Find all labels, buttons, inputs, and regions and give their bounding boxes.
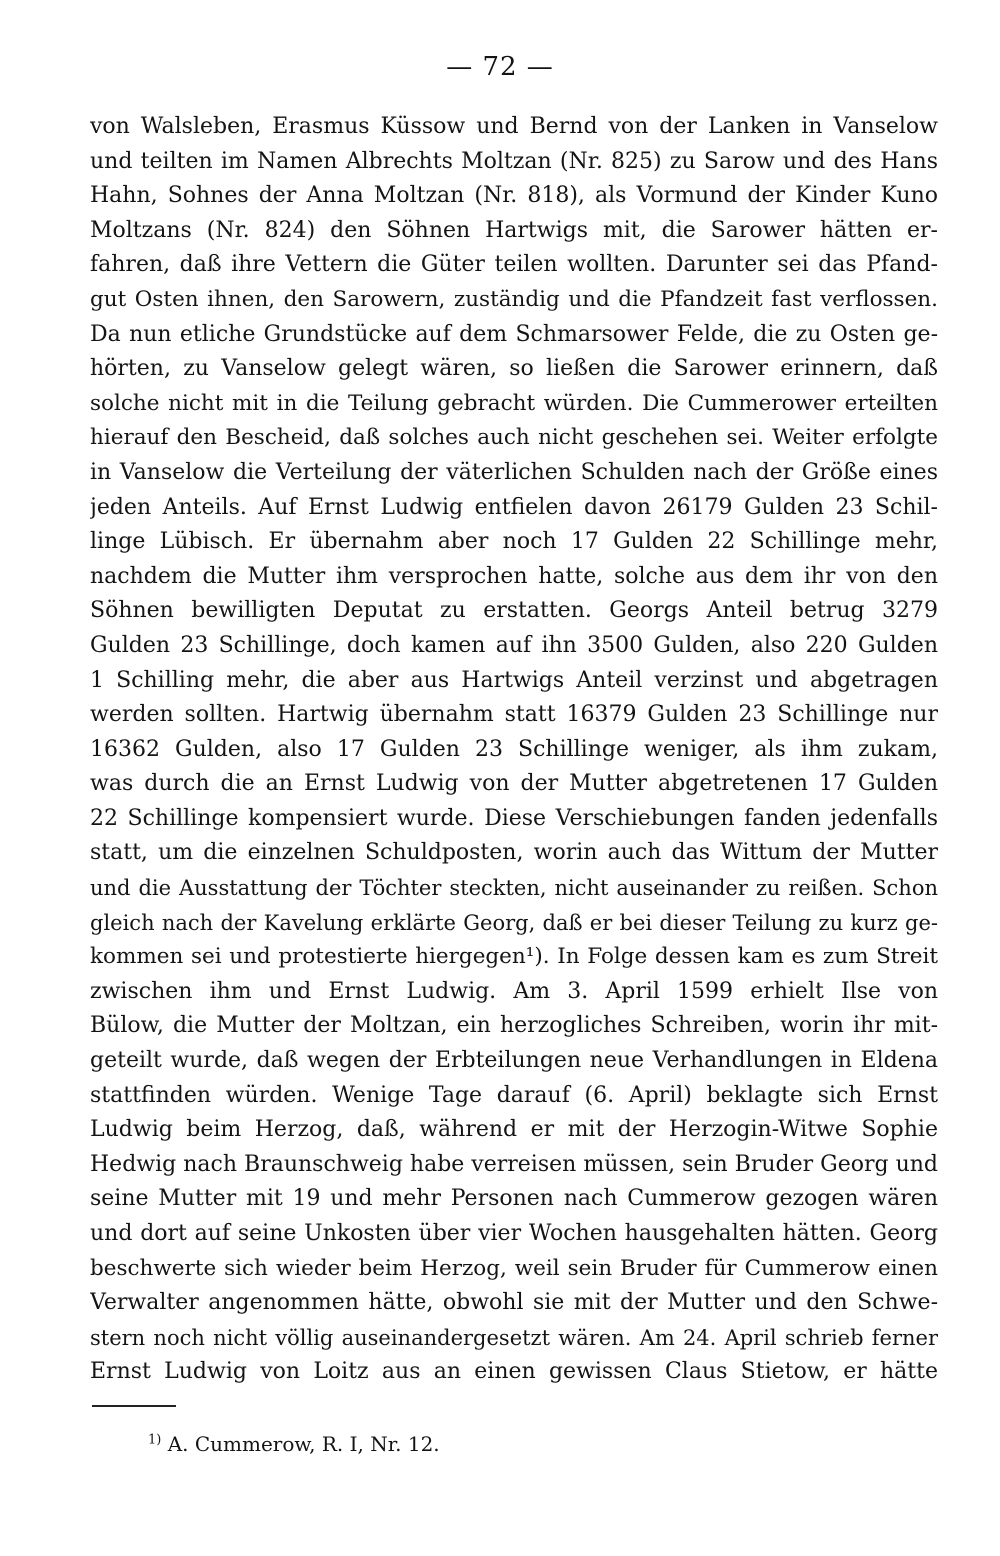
body-text bbox=[90, 110, 938, 1390]
footnote-divider bbox=[92, 1405, 176, 1407]
text-line: 22 Schillinge kompensiert wurde. Diese Verschiebungen fanden jedenfalls bbox=[90, 805, 938, 831]
footnote-text: A. Cummerow, R. I, Nr. 12. bbox=[161, 1432, 440, 1456]
text-line: fahren, daß ihre Vettern die Güter teilen wollten. Darunter sei das Pfand- bbox=[90, 252, 938, 278]
text-line: zwischen ihm und Ernst Ludwig. Am 3. April 1599 erhielt Ilse von bbox=[90, 978, 938, 1004]
page-number: — 72 — bbox=[446, 52, 554, 82]
text-line: und dort auf seine Unkosten über vier Wochen hausgehalten hätten. Georg bbox=[90, 1221, 938, 1246]
text-line: Bülow, die Mutter der Moltzan, ein herzogliches Schreiben, worin ihr mit- bbox=[90, 1013, 938, 1039]
text-line: Hahn, Sohnes der Anna Moltzan (Nr. 818), als Vormund der Kinder Kuno bbox=[90, 183, 938, 209]
text-line: 1 Schilling mehr, die aber aus Hartwigs Anteil verzinst und abgetragen bbox=[90, 667, 938, 693]
text-line: gleich nach der Kavelung erklärte Georg, daß er bei dieser Teilung zu kurz ge- bbox=[90, 910, 938, 935]
text-line: jeden Anteils. Auf Ernst Ludwig entfielen davon 26179 Gulden 23 Schil- bbox=[90, 494, 938, 520]
text-line: stern noch nicht völlig auseinandergesetzt wären. Am 24. April schrieb ferner bbox=[90, 1325, 938, 1350]
text-line: was durch die an Ernst Ludwig von der Mutter abgetretenen 17 Gulden bbox=[90, 771, 938, 797]
text-line: stattfinden würden. Wenige Tage darauf (6. April) beklagte sich Ernst bbox=[90, 1082, 938, 1108]
text-line: gut Osten ihnen, den Sarowern, zuständig und die Pfandzeit fast verflossen. bbox=[90, 286, 938, 312]
text-line: hierauf den Bescheid, daß solches auch nicht geschehen sei. Weiter erfolgte bbox=[90, 425, 938, 451]
text-line: Moltzans (Nr. 824) den Söhnen Hartwigs mit, die Sarower hätten er- bbox=[90, 217, 938, 243]
text-line: kommen sei und protestierte hiergegen¹). In Folge dessen kam es zum Streit bbox=[90, 944, 938, 970]
text-line: Verwalter angenommen hätte, obwohl sie mit der Mutter und den Schwe- bbox=[90, 1290, 938, 1316]
text-line: solche nicht mit in die Teilung gebracht würden. Die Cummerower erteilten bbox=[90, 390, 938, 416]
text-line: und teilten im Namen Albrechts Moltzan (Nr. 825) zu Sarow und des Hans bbox=[90, 148, 938, 174]
footnote bbox=[148, 1432, 440, 1456]
text-line: und die Ausstattung der Töchter steckten, nicht auseinander zu reißen. Schon bbox=[90, 876, 938, 901]
text-line: werden sollten. Hartwig übernahm statt 16379 Gulden 23 Schillinge nur bbox=[90, 702, 938, 728]
text-line: Hedwig nach Braunschweig habe verreisen müssen, sein Bruder Georg und bbox=[90, 1151, 938, 1177]
text-line: beschwerte sich wieder beim Herzog, weil sein Bruder für Cummerow einen bbox=[90, 1255, 938, 1281]
footnote-marker: 1) bbox=[148, 1432, 162, 1448]
text-line: seine Mutter mit 19 und mehr Personen nach Cummerow gezogen wären bbox=[90, 1186, 938, 1212]
text-line: Da nun etliche Grundstücke auf dem Schmarsower Felde, die zu Osten ge- bbox=[90, 321, 938, 347]
text-line: 16362 Gulden, also 17 Gulden 23 Schillinge weniger, als ihm zukam, bbox=[90, 736, 938, 762]
text-line: Ludwig beim Herzog, daß, während er mit der Herzogin-Witwe Sophie bbox=[90, 1117, 938, 1143]
text-line: Gulden 23 Schillinge, doch kamen auf ihn 3500 Gulden, also 220 Gulden bbox=[90, 632, 938, 658]
text-line: geteilt wurde, daß wegen der Erbteilungen neue Verhandlungen in Eldena bbox=[90, 1048, 938, 1074]
text-line: linge Lübisch. Er übernahm aber noch 17 Gulden 22 Schillinge mehr, bbox=[90, 529, 938, 555]
text-line: von Walsleben, Erasmus Küssow und Bernd von der Lanken in Vanselow bbox=[90, 114, 938, 139]
text-line: Söhnen bewilligten Deputat zu erstatten. Georgs Anteil betrug 3279 bbox=[90, 598, 938, 624]
text-line: in Vanselow die Verteilung der väterlichen Schulden nach der Größe eines bbox=[90, 459, 938, 485]
text-line: nachdem die Mutter ihm versprochen hatte, solche aus dem ihr von den bbox=[90, 563, 938, 589]
text-line: statt, um die einzelnen Schuldposten, worin auch das Wittum der Mutter bbox=[90, 840, 938, 866]
text-line: Ernst Ludwig von Loitz aus an einen gewissen Claus Stietow, er hätte bbox=[90, 1359, 938, 1385]
text-line: hörten, zu Vanselow gelegt wären, so ließen die Sarower erinnern, daß bbox=[90, 356, 938, 382]
